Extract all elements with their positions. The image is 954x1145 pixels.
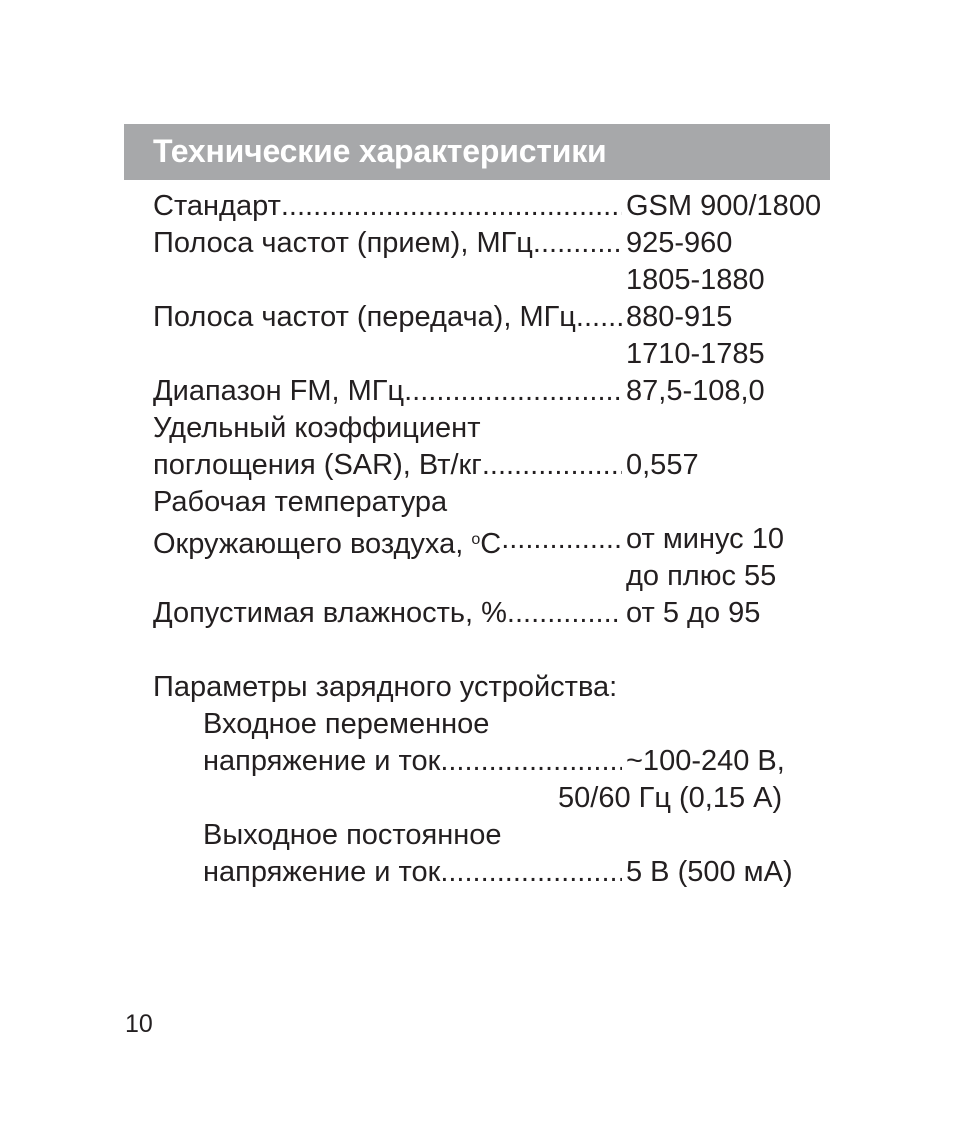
charger-input-row bbox=[0, 743, 954, 780]
spec-value: 1710-1785 bbox=[626, 338, 765, 370]
spec-label: напряжение и ток bbox=[203, 856, 441, 888]
spec-label: Полоса частот (передача), МГц bbox=[153, 301, 576, 333]
spec-value: 87,5-108,0 bbox=[626, 375, 765, 407]
spec-row-temp-1 bbox=[0, 484, 954, 521]
spec-value: 880-915 bbox=[626, 301, 733, 333]
spec-value: GSM 900/1800 bbox=[626, 190, 822, 222]
spec-row-rx-band bbox=[0, 225, 954, 262]
spec-row-tx-band bbox=[0, 299, 954, 336]
spec-value: от 5 до 95 bbox=[626, 597, 761, 629]
spec-row-sar-1 bbox=[0, 410, 954, 447]
charger-output-row bbox=[0, 854, 954, 891]
spec-value: 5 В (500 мА) bbox=[626, 856, 793, 888]
spec-row-temp bbox=[0, 521, 954, 558]
charger-output-label: Выходное постоянное bbox=[203, 819, 502, 851]
spec-row-rx-band-2 bbox=[0, 262, 954, 299]
charger-input-label: Входное переменное bbox=[203, 708, 490, 740]
spec-value: 925-960 bbox=[626, 227, 733, 259]
spec-label: Полоса частот (прием), МГц bbox=[153, 227, 533, 259]
spec-row-temp-2 bbox=[0, 558, 954, 595]
spec-label: Допустимая влажность, % bbox=[153, 597, 507, 629]
spec-label: напряжение и ток bbox=[203, 745, 441, 777]
spec-row-humidity bbox=[0, 595, 954, 632]
spec-row-fm bbox=[0, 373, 954, 410]
section-header bbox=[124, 124, 830, 180]
spec-label: Окружающего воздуха, bbox=[153, 528, 472, 560]
spec-value: ~100-240 В, bbox=[626, 745, 785, 777]
spec-value: 0,557 bbox=[626, 449, 699, 481]
charger-input-row-2 bbox=[0, 780, 954, 817]
spec-value: 1805-1880 bbox=[626, 264, 765, 296]
spec-value: до плюс 55 bbox=[626, 560, 777, 592]
spec-label: Диапазон FM, МГц bbox=[153, 375, 405, 407]
charger-title: Параметры зарядного устройства: bbox=[153, 671, 618, 703]
spec-label: Удельный коэффициент bbox=[153, 412, 481, 444]
page-title: Технические характеристики bbox=[153, 133, 607, 169]
spec-row-standard bbox=[0, 188, 954, 225]
spec-value: от минус 10 bbox=[626, 523, 784, 555]
spec-label-end: С bbox=[480, 528, 502, 560]
spec-label: Стандарт bbox=[153, 190, 281, 222]
spec-label: Рабочая температура bbox=[153, 486, 448, 518]
spec-row-tx-band-2 bbox=[0, 336, 954, 373]
spec-label: поглощения (SAR), Вт/кг bbox=[153, 449, 482, 481]
spec-row-sar bbox=[0, 447, 954, 484]
spec-value: 50/60 Гц (0,15 А) bbox=[558, 782, 783, 814]
page-number: 10 bbox=[125, 1010, 153, 1038]
degree-sign: o bbox=[471, 531, 481, 548]
